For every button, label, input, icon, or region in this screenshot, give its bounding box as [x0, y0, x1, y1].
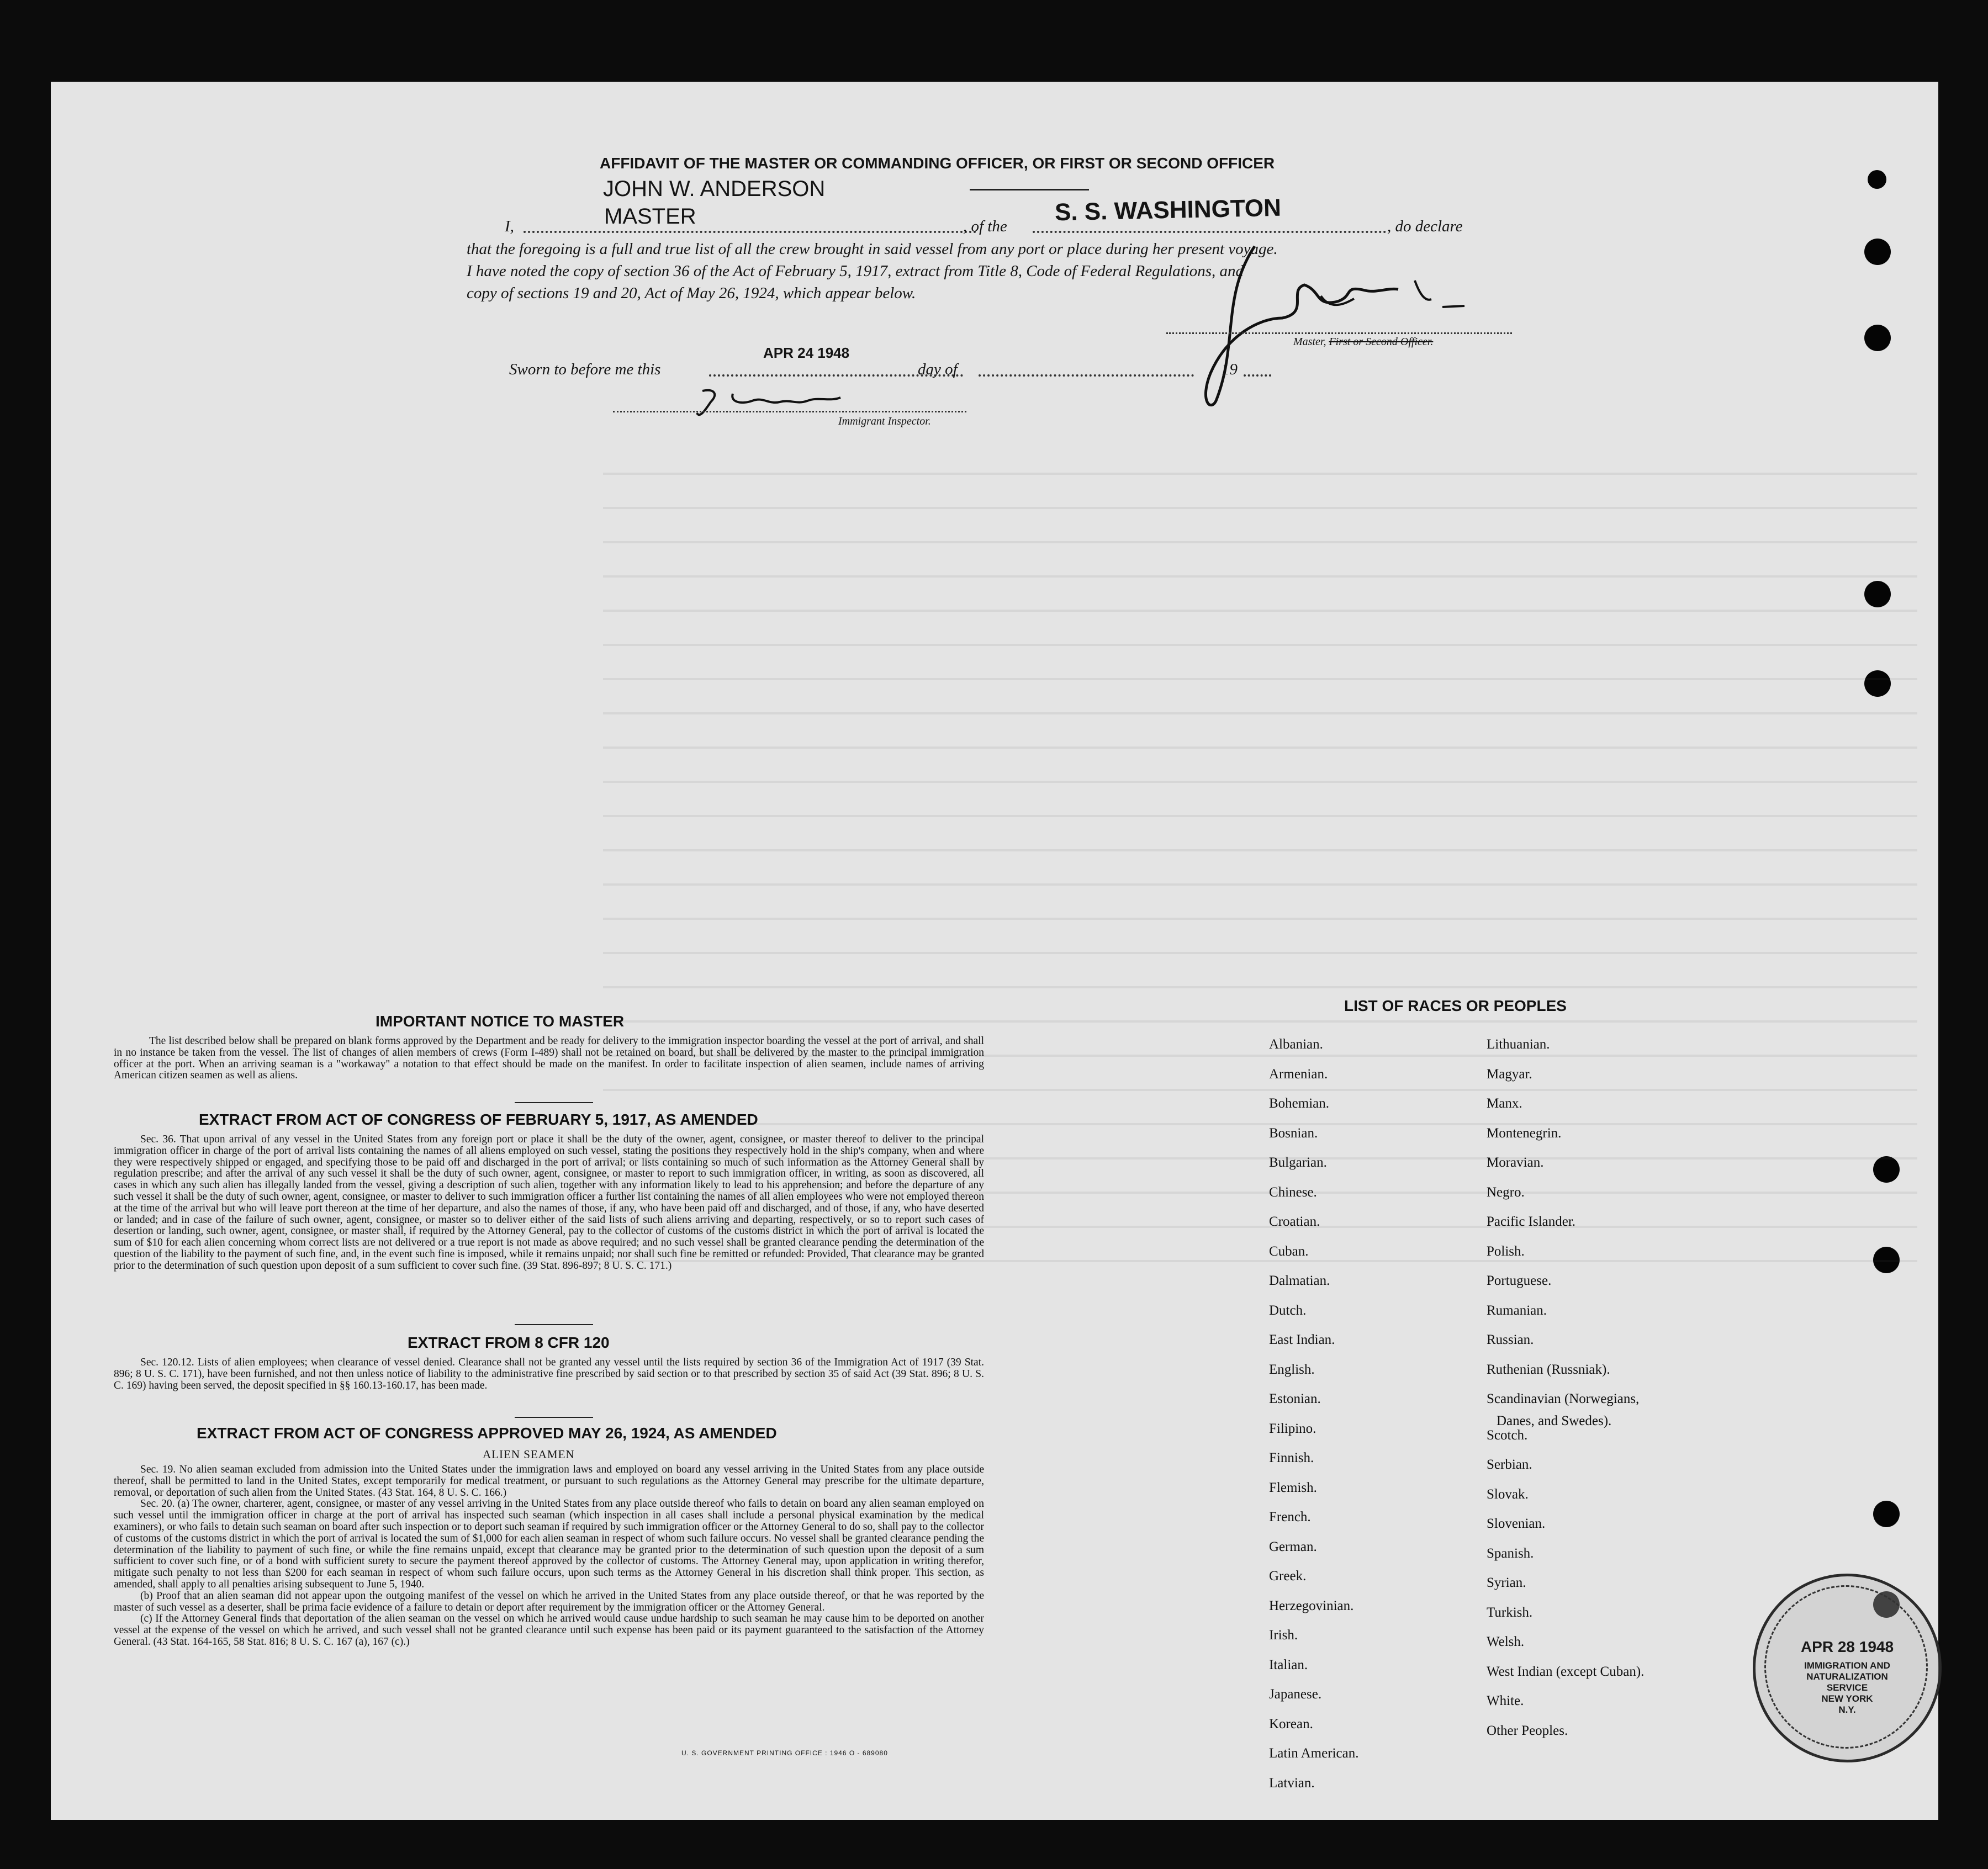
day-of-label: day of: [918, 361, 958, 378]
section-rule: [515, 1102, 593, 1103]
affidavit-line-1: that the foregoing is a full and true list of all the crew brought in said vessel from any port or place during her present voyage.: [467, 240, 1278, 258]
binder-hole: [1868, 170, 1886, 189]
race-item: Scandinavian (Norwegians,: [1487, 1391, 1640, 1406]
alien-seamen-subtitle: ALIEN SEAMEN: [483, 1448, 575, 1461]
binder-hole: [1864, 325, 1891, 351]
stamp-line-5: N.Y.: [1838, 1704, 1856, 1715]
race-item: Japanese.: [1269, 1687, 1322, 1702]
notice-title: IMPORTANT NOTICE TO MASTER: [376, 1013, 625, 1030]
received-stamp: [1753, 1574, 1942, 1762]
race-item: Herzegovinian.: [1269, 1598, 1354, 1613]
race-item: Ruthenian (Russniak).: [1487, 1362, 1610, 1377]
typed-vessel: S. S. WASHINGTON: [1054, 194, 1282, 226]
sworn-label: Sworn to before me this: [509, 361, 661, 378]
i-label: I,: [505, 218, 514, 235]
race-item: Other Peoples.: [1487, 1723, 1568, 1738]
of-the-label: , of the: [963, 218, 1007, 235]
extract-1924-body: [114, 1464, 984, 1648]
race-item: Chinese.: [1269, 1184, 1317, 1200]
race-item: Dutch.: [1269, 1303, 1307, 1318]
race-item: Estonian.: [1269, 1391, 1321, 1406]
race-item: Bosnian.: [1269, 1125, 1318, 1141]
sec36-paragraph: Sec. 36. That upon arrival of any vessel in the United States from any foreign port or place it shall be the duty of the owner, agent, consignee, or master thereof to deliver to the principal immigration officer in charge of the port of arrival lists containing the names of all aliens employed on such vessel, stating the positions they respectively hold in the ship's company, when and where they were respectively shipped or engaged, and specifying those to be paid off and discharged in the port of arrival; or lists containing so much of such information as the Attorney General shall by regulation prescribe; and after the arrival of any such vessel it shall be the duty of such owner, agent, consignee, or master to report to such immigration officer, in writing, as soon as discovered, all cases in which any such alien has illegally landed from the vessel, giving a description of such alien, together with any information likely to lead to his apprehension; and before the departure of any such vessel it shall be the duty of such owner, agent, consignee, or master to deliver to such immigration officer a further list containing the names of all alien employees who were not employed thereon at the time of the arrival but who will leave port thereon at the time of her departure, and also the names of those, if any, who have been paid off and discharged, and of those, if any, who have deserted or landed; and in case of the failure of such owner, agent, consignee, or master so to deliver either of the said lists of such aliens arriving and departing, respectively, or so to report such cases of desertion or landing, such owner, agent, consignee, or master shall, if required by the Attorney General, pay to the collector of customs of the customs district in which the port of arrival is located the sum of $10 for each alien concerning whom correct lists are not delivered or a true report is not made as above required; and no such vessel shall be granted clearance pending the determination of the question of the liability to the payment of such fine, and, in the event such fine is imposed, while it remains unpaid; nor shall such fine be remitted or refunded: Provided, That clearance may be granted prior to the determination of such question upon deposit of a sum sufficient to cover such fine. (39 Stat. 896-897; 8 U. S. C. 171.): [114, 1134, 984, 1272]
race-item: Irish.: [1269, 1628, 1298, 1643]
race-item: French.: [1269, 1510, 1311, 1524]
race-item: English.: [1269, 1362, 1315, 1377]
race-item: Negro.: [1487, 1184, 1525, 1200]
race-item: East Indian.: [1269, 1332, 1335, 1347]
race-item: Bulgarian.: [1269, 1155, 1327, 1170]
race-item: West Indian (except Cuban).: [1487, 1664, 1645, 1679]
races-title: LIST OF RACES OR PEOPLES: [1344, 997, 1567, 1014]
race-item: Finnish.: [1269, 1450, 1314, 1465]
race-item: Croatian.: [1269, 1214, 1320, 1229]
race-item: Italian.: [1269, 1657, 1308, 1672]
race-item: Manx.: [1487, 1096, 1522, 1111]
master-signature-line: [1166, 332, 1512, 334]
race-item: Danes, and Swedes).: [1497, 1413, 1612, 1428]
master-signature: [1155, 230, 1509, 412]
year-blank: [1244, 374, 1271, 377]
race-item: Slovak.: [1487, 1486, 1529, 1502]
race-item: Latin American.: [1269, 1746, 1359, 1761]
name-blank: [524, 231, 976, 233]
inspector-caption: Immigrant Inspector.: [838, 415, 931, 427]
race-item: Magyar.: [1487, 1066, 1532, 1082]
notice-body: [114, 1036, 984, 1082]
race-item: Moravian.: [1487, 1155, 1544, 1170]
section-rule: [515, 1417, 593, 1418]
affidavit-heading: AFFIDAVIT OF THE MASTER OR COMMANDING OFFICER, OR FIRST OR SECOND OFFICER: [600, 155, 1275, 172]
race-item: Lithuanian.: [1487, 1037, 1550, 1052]
race-item: Bohemian.: [1269, 1096, 1330, 1111]
race-item: German.: [1269, 1539, 1317, 1554]
race-item: Scotch.: [1487, 1427, 1528, 1443]
stamp-line-2: NATURALIZATION: [1806, 1671, 1888, 1682]
sec20a-paragraph: Sec. 20. (a) The owner, charterer, agent, consignee, or master of any vessel arriving in the United States from any place outside thereof who fails to detain on board any alien seaman employed on such vessel until the immigration officer in charge at the port of arrival has inspected such seaman (which inspection in all cases shall include a personal physical examination by the medical examiners), or who fails to detain such seaman on board after such inspection or to deport such seaman if required by such immigration officer or the Attorney General to do so, shall pay to the collector of customs of the customs district in which the port of arrival is located the sum of $1,000 for each alien seaman in respect of whom such failure occurs. No vessel shall be granted clearance pending the determination of the liability to payment of such fine, or while the fine remains unpaid, except that clearance may be granted prior to the determination of such question upon the deposit of a sum sufficient to cover such fine, or of a bond with sufficient surety to secure the payment thereof approved by the collector of customs. The Attorney General may, upon application in writing therefor, mitigate such penalty to not less than $200 for each seaman in respect of whom such failure occurs, upon such terms as the Attorney General in his discretion shall think proper. This section, as amended, shall apply to all penalties arising subsequent to June 5, 1940.: [114, 1498, 984, 1590]
race-item: Armenian.: [1269, 1066, 1328, 1082]
inspector-signature: [680, 380, 857, 424]
section-rule: [515, 1324, 593, 1325]
document-sheet: [51, 82, 1938, 1820]
printer-imprint: U. S. GOVERNMENT PRINTING OFFICE : 1946 O - 689080: [681, 1749, 888, 1757]
binder-hole: [1873, 1501, 1900, 1527]
month-blank: [979, 374, 1194, 377]
race-item: Dalmatian.: [1269, 1273, 1330, 1288]
sec19-paragraph: Sec. 19. No alien seaman excluded from admission into the United States under the immigration laws and employed on board any vessel arriving in the United States from any place outside thereof, shall be permitted to land in the United States, except temporarily for medical treatment, or pursuant to such regulations as the Attorney General may prescribe for the ultimate departure, removal, or deportation of such alien from the United States. (43 Stat. 164, 8 U. S. C. 166.): [114, 1464, 984, 1499]
race-item: Albanian.: [1269, 1037, 1323, 1052]
race-item: Turkish.: [1487, 1605, 1533, 1620]
extract-cfr-title: EXTRACT FROM 8 CFR 120: [408, 1334, 610, 1351]
sec20b-paragraph: (b) Proof that an alien seaman did not appear upon the outgoing manifest of the vessel on which he arrived in the United States from any place outside thereof, or that he was reported by the master of such vessel as a deserter, shall be prima facie evidence of a failure to detain or deport after requirement by the immigration officer or the Attorney General.: [114, 1590, 984, 1613]
affidavit-line-3: copy of sections 19 and 20, Act of May 26, 1924, which appear below.: [467, 284, 916, 302]
stamp-date: APR 28 1948: [1800, 1638, 1894, 1655]
inspector-signature-line: [613, 411, 966, 412]
affidavit-line-2: I have noted the copy of section 36 of the Act of February 5, 1917, extract from Title 8, Code of Federal Regulations, and: [467, 262, 1244, 280]
notice-paragraph: The list described below shall be prepared on blank forms approved by the Department and be ready for delivery to the immigration inspector boarding the vessel at the port of arrival, and shall in no instance be taken from the vessel. The list of changes of alien members of crews (Form I-489) shall not be retained on board, but shall be delivered by the master to the principal immigration officer at the port. When an arriving seaman is a "workaway" a notation to that effect should be made on the manifest. In order to facilitate inspection of alien seamen, include names of arriving American citizen seamen as well as aliens.: [114, 1035, 984, 1082]
extract-1924-title: EXTRACT FROM ACT OF CONGRESS APPROVED MAY 26, 1924, AS AMENDED: [197, 1425, 777, 1442]
race-item: Spanish.: [1487, 1545, 1534, 1561]
master-caption: [1293, 336, 1433, 348]
race-item: Cuban.: [1269, 1243, 1309, 1259]
stamp-line-4: NEW YORK: [1821, 1693, 1873, 1704]
year-label: 19: [1222, 361, 1238, 378]
master-caption-master: Master,: [1293, 336, 1326, 348]
race-item: Portuguese.: [1487, 1273, 1552, 1288]
race-item: White.: [1487, 1693, 1524, 1708]
race-item: Flemish.: [1269, 1480, 1317, 1495]
do-declare-label: , do declare: [1387, 218, 1463, 235]
race-item: Greek.: [1269, 1569, 1307, 1584]
race-item: Filipino.: [1269, 1421, 1316, 1436]
race-item: Montenegrin.: [1487, 1125, 1562, 1141]
extract-1917-body: [114, 1134, 984, 1272]
stamp-line-3: SERVICE: [1826, 1682, 1868, 1693]
race-item: Polish.: [1487, 1243, 1525, 1259]
master-caption-officer: First or Second Officer.: [1329, 336, 1434, 348]
stamp-line-1: IMMIGRATION AND: [1804, 1660, 1890, 1671]
typed-name: JOHN W. ANDERSON: [603, 177, 826, 201]
sworn-date-stamp: APR 24 1948: [763, 345, 850, 361]
race-item: Syrian.: [1487, 1575, 1526, 1590]
race-item: Pacific Islander.: [1487, 1214, 1576, 1229]
extract-cfr-body: [114, 1357, 984, 1391]
typed-rank: MASTER: [604, 204, 696, 229]
race-item: Welsh.: [1487, 1634, 1525, 1649]
race-item: Rumanian.: [1487, 1303, 1547, 1318]
binder-hole: [1864, 239, 1891, 265]
race-item: Slovenian.: [1487, 1516, 1546, 1531]
sec20c-paragraph: (c) If the Attorney General finds that deportation of the alien seaman on the vessel on which he arrived would cause undue hardship to such seaman he may cause him to be deported on another vessel at the expense of the vessel on which he arrived, and such vessel shall not be granted clearance until such expense has been paid or its payment guaranteed to the satisfaction of the Attorney General. (43 Stat. 164-165, 58 Stat. 816; 8 U. S. C. 167 (a), 167 (c).): [114, 1613, 984, 1648]
race-item: Serbian.: [1487, 1457, 1532, 1472]
race-item: Latvian.: [1269, 1775, 1315, 1791]
race-item: Korean.: [1269, 1716, 1313, 1732]
extract-1917-title: EXTRACT FROM ACT OF CONGRESS OF FEBRUARY 5, 1917, AS AMENDED: [199, 1111, 758, 1128]
heading-rule: [970, 189, 1089, 190]
cfr-paragraph: Sec. 120.12. Lists of alien employees; when clearance of vessel denied. Clearance shall not be granted any vessel until the lists required by section 36 of the Immigration Act of 1917 (39 Stat. 896; 8 U. S. C. 171), have been furnished, and not then unless notice of liability to the administrative fine prescribed by said section or to that prescribed by section 35 of said Act (39 Stat. 896; 8 U. S. C. 169) having been served, the deposit specified in §§ 160.13-160.17, has been made.: [114, 1357, 984, 1391]
race-item: Russian.: [1487, 1332, 1534, 1347]
